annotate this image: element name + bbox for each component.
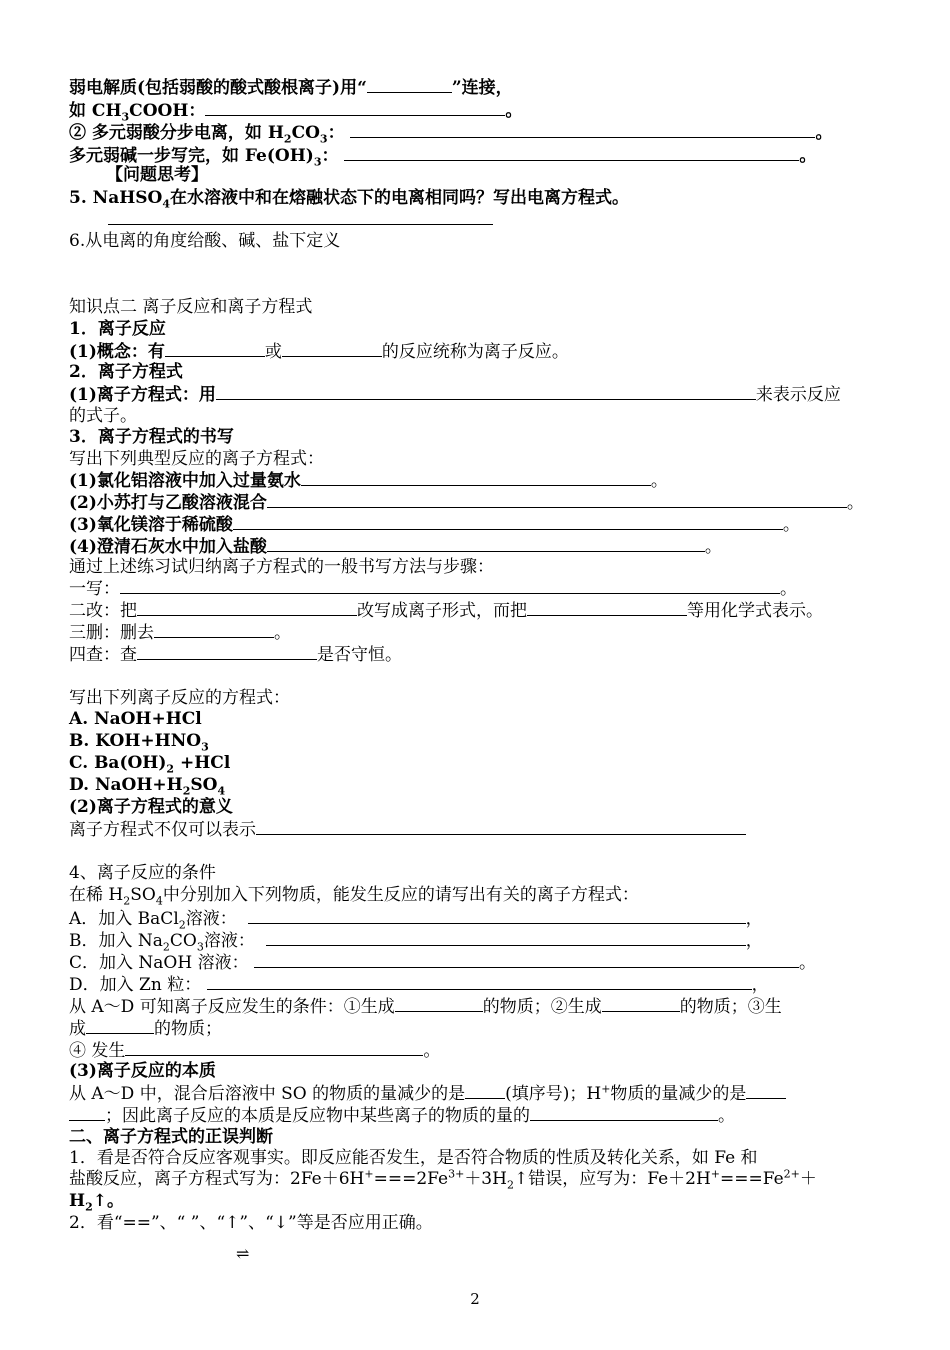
- equilibrium-arrow-icon: ⇌: [236, 1244, 250, 1263]
- text-line: ② 多元弱酸分步电离，如 $H_2CO_3$： 。: [69, 123, 833, 146]
- text-line: (2)小苏打与乙酸溶液混合 。: [69, 493, 864, 513]
- text-line: ；因此离子反应的本质是反应物中某些离子的物质的量的 。: [69, 1104, 735, 1126]
- blank: [207, 973, 752, 990]
- blank: [256, 818, 746, 835]
- text-line: 盐酸反应，离子方程式写为：$2Fe+6H^+===2Fe^{3+}+3H_2↑$错误，应写为：$Fe+2H^+===Fe^{2+}+$: [69, 1167, 817, 1192]
- heading: 2．离子方程式: [69, 362, 183, 382]
- step-2: 二改：把 改写成离子形式，而把 等用化学式表示。: [69, 601, 823, 621]
- text-line: B．加入 $Na_2CO_3$溶液： ，: [69, 931, 763, 954]
- text-line: D．加入 Zn 粒： ，: [69, 975, 769, 995]
- equation-b: B. $KOH+HNO_3$: [69, 731, 209, 754]
- text-line: ④ 发生 。: [69, 1041, 441, 1061]
- blank: [120, 577, 780, 594]
- blank: [137, 643, 317, 660]
- text-line: 成 的物质；: [69, 1019, 222, 1039]
- blank: [137, 599, 357, 616]
- text-line: (1)氯化铝溶液中加入过量氨水 。: [69, 471, 668, 491]
- blank: [395, 995, 483, 1012]
- blank: [69, 1104, 105, 1121]
- blank: [86, 1017, 154, 1034]
- step-3: 三删：删去 。: [69, 623, 291, 643]
- step-1: 一写： 。: [69, 579, 797, 599]
- text-line: 多元弱碱一步写完，如 $Fe(OH)_3$： 。: [69, 146, 817, 169]
- text-line: (4)澄清石灰水中加入盐酸 。: [69, 537, 722, 557]
- blank: [267, 491, 847, 508]
- blank: [266, 929, 746, 946]
- text-line: 弱电解质(包括弱酸的酸式酸根离子)用“ ”连接，: [69, 78, 513, 98]
- blank: [108, 208, 493, 225]
- question-6: 6.从电离的角度给酸、碱、盐下定义: [69, 231, 341, 251]
- text-line: 通过上述练习试归纳离子方程式的一般书写方法与步骤：: [69, 557, 494, 577]
- blank: [602, 995, 680, 1012]
- text-line: (2)离子方程式的意义: [69, 797, 233, 817]
- blank: [233, 513, 783, 530]
- blank: [344, 144, 799, 161]
- blank: [465, 1082, 505, 1099]
- heading: (3)离子反应的本质: [69, 1061, 216, 1081]
- blank: [367, 76, 452, 93]
- equation-c: C. $Ba(OH)_2 +HCl$: [69, 753, 231, 776]
- blank: [746, 1082, 786, 1099]
- blank: [267, 535, 705, 552]
- text-line: C．加入 NaOH 溶液： 。: [69, 953, 816, 973]
- text-line: 1．看是否符合反应客观事实。即反应能否发生，是否符合物质的性质及转化关系，如 Fe 和: [69, 1148, 758, 1168]
- text-line: 如 $CH_3COOH$： 。: [69, 101, 523, 124]
- question-5: 5. NaHSO$_4$在水溶液中和在熔融状态下的电离相同吗？写出电离方程式。: [69, 188, 630, 211]
- blank: [248, 907, 746, 924]
- text-line: (1)离子方程式：用 来表示反应: [69, 385, 841, 405]
- section-title: 4、离子反应的条件: [69, 863, 216, 883]
- blank: [154, 621, 274, 638]
- step-4: 四查：查 是否守恒。: [69, 645, 402, 665]
- blank: [350, 121, 815, 138]
- text-line: $H_2↑$。: [69, 1191, 124, 1214]
- heading: 3．离子方程式的书写: [69, 427, 234, 447]
- equation-a: A. NaOH+HCl: [69, 709, 202, 729]
- blank: [216, 383, 756, 400]
- section-heading: 【问题思考】: [106, 165, 208, 185]
- text-line: 从 A～D 中，混合后溶液中 SO 的物质的量减少的是 (填序号)；H+物质的量减少的是: [69, 1082, 786, 1104]
- blank: [282, 340, 382, 357]
- text-line: 离子方程式不仅可以表示: [69, 818, 746, 840]
- text-line: A．加入 BaCl$_2$溶液： ，: [69, 909, 763, 932]
- blank: [205, 99, 505, 116]
- text-line: 写出下列典型反应的离子方程式：: [69, 449, 324, 469]
- equation-d: D. $NaOH+H_2SO_4$: [69, 775, 226, 798]
- text-line: 从 A～D 可知离子反应发生的条件：①生成 的物质；②生成 的物质；③生: [69, 997, 782, 1017]
- answer-line: [108, 208, 493, 230]
- blank: [530, 1104, 718, 1121]
- text-line: 的式子。: [69, 406, 137, 426]
- text-line: 2．看“==”、“ ”、“↑”、“↓”等是否应用正确。: [69, 1213, 433, 1233]
- heading: 1．离子反应: [69, 319, 166, 339]
- blank: [527, 599, 687, 616]
- blank: [254, 951, 799, 968]
- blank: [125, 1039, 423, 1056]
- blank: [301, 469, 651, 486]
- text-line: (3)氧化镁溶于稀硫酸 。: [69, 515, 800, 535]
- text-line: 在稀 $H_2SO_4$中分别加入下列物质，能发生反应的请写出有关的离子方程式：: [69, 885, 639, 908]
- section-title: 二、离子方程式的正误判断: [69, 1127, 273, 1147]
- page-number: 2: [470, 1290, 480, 1308]
- section-title: 知识点二 离子反应和离子方程式: [69, 297, 313, 317]
- blank: [165, 340, 265, 357]
- text-line: (1)概念：有 或 的反应统称为离子反应。: [69, 342, 569, 362]
- text-line: 写出下列离子反应的方程式：: [69, 688, 290, 708]
